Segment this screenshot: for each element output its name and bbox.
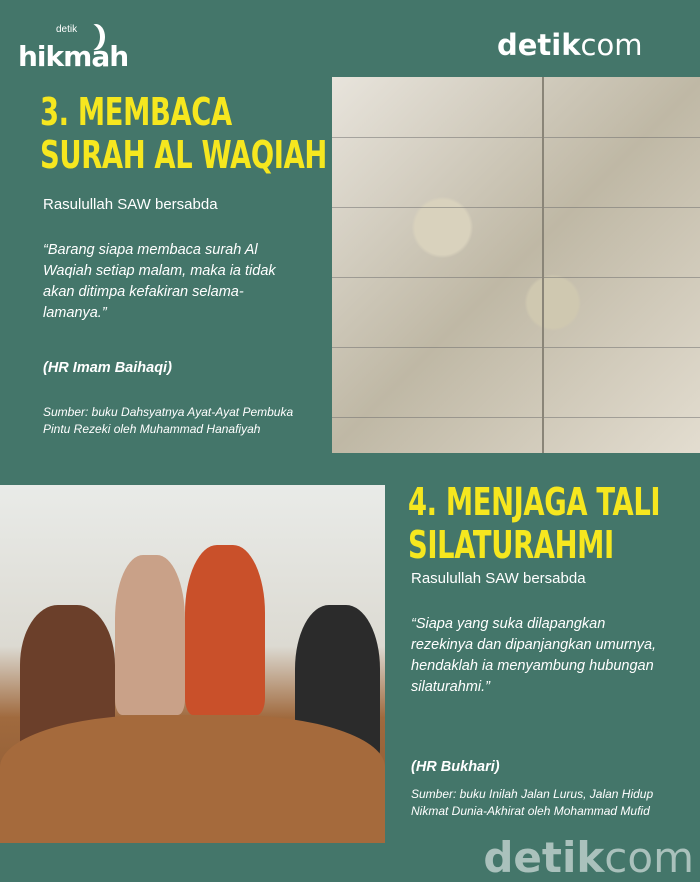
logo-bold: detik [497, 28, 581, 62]
section4-title [408, 481, 660, 567]
section4-intro: Rasulullah SAW bersabda [411, 570, 586, 587]
hikmah-logo: hikmah [18, 40, 129, 73]
watermark-light: com [604, 833, 694, 882]
section4-source: Sumber: buku Inilah Jalan Lurus, Jalan Hidup Nikmat Dunia-Akhirat oleh Mohammad Mufid [411, 787, 654, 818]
detikcom-logo [497, 28, 642, 62]
section3-title [40, 91, 327, 177]
section3-quote: “Barang siapa membaca surah Al Waqiah setiap malam, maka ia tidak akan ditimpa kefakiran selama-lamanya.” [43, 242, 276, 321]
detikcom-watermark [483, 833, 694, 882]
title-line: 4. MENJAGA TALI [408, 480, 661, 524]
section4-narrator: (HR Bukhari) [411, 759, 500, 775]
hikmah-logo-small: detik [56, 24, 78, 35]
section3-intro: Rasulullah SAW bersabda [43, 196, 218, 213]
section4-quote: “Siapa yang suka dilapangkan rezekinya dan dipanjangkan umurnya, hendaklah ia menyambung hubungan silaturahmi.” [411, 616, 657, 695]
section3-source: Sumber: buku Dahsyatnya Ayat-Ayat Pembuka Pintu Rezeki oleh Muhammad Hanafiyah [43, 405, 294, 436]
title-line: SILATURAHMI [408, 523, 614, 567]
title-line: SURAH AL WAQIAH [40, 133, 327, 177]
title-line: 3. MEMBACA [40, 90, 232, 134]
family-gathering-photo [0, 485, 385, 843]
logo-light: com [580, 28, 643, 62]
watermark-bold: detik [483, 833, 605, 882]
section3-narrator: (HR Imam Baihaqi) [43, 360, 172, 376]
quran-prayer-beads-photo [332, 77, 700, 453]
